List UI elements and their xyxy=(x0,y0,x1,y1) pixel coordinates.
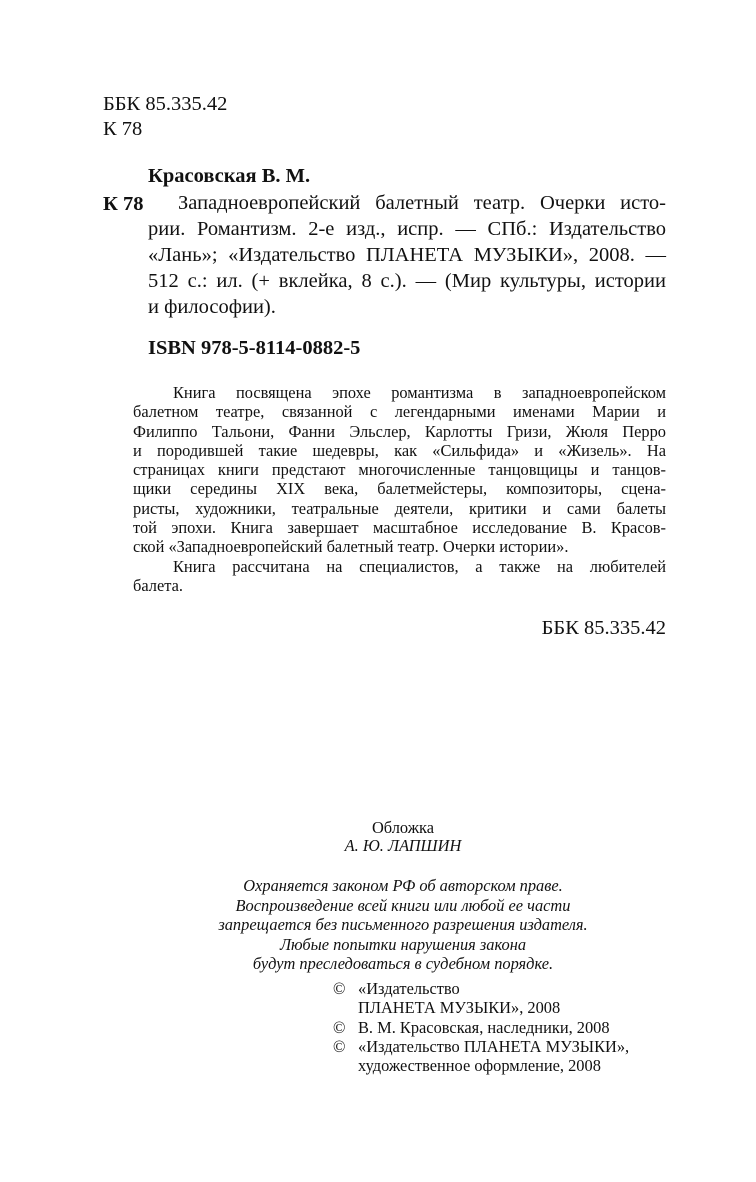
cover-designer: А. Ю. ЛАПШИН xyxy=(344,836,462,855)
annotation-line: страницах книги предстают многочисленные танцовщицы и танцов- xyxy=(133,460,666,480)
catalog-mark: К 78 xyxy=(103,193,144,215)
legal-line: Воспроизведение всей книги или любой ее части xyxy=(235,895,571,915)
legal-notice xyxy=(0,876,756,974)
legal-line: будут преследоваться в судебном порядке. xyxy=(252,954,554,973)
copyright-symbol: © xyxy=(333,1036,346,1056)
copyright-line: В. М. Красовская, наследники, 2008 xyxy=(358,1017,610,1037)
annotation-line: Филиппо Тальони, Фанни Эльслер, Карлотты Гризи, Жюля Перро xyxy=(133,421,666,441)
copyright-symbol: © xyxy=(333,979,346,998)
annotation-line: и породившей такие шедевры, как «Сильфида» и «Жизель». На xyxy=(133,440,666,460)
catalog-author: Красовская В. М. xyxy=(148,165,311,187)
annotation-line: Книга рассчитана на специалистов, а также на любителей xyxy=(173,556,666,576)
annotation-line: ристы, художники, театральные деятели, критики и сами балеты xyxy=(133,498,666,518)
copyright-line: художественное оформление, 2008 xyxy=(358,1056,601,1076)
annotation-line: ской «Западноевропейский балетный театр. Очерки истории». xyxy=(133,537,569,557)
annotation xyxy=(133,383,666,595)
annotation-line: щики середины XIX века, балетмейстеры, композиторы, сцена- xyxy=(133,479,666,499)
catalog-description xyxy=(148,190,666,320)
description-line: 512 с.: ил. (+ вклейка, 8 с.). — (Мир культуры, истории xyxy=(148,270,666,292)
annotation-line: той эпохи. Книга завершает масштабное исследование В. Красов- xyxy=(133,518,666,538)
annotation-line: Книга посвящена эпохе романтизма в западноевропейском xyxy=(173,383,666,402)
legal-line: Охраняется законом РФ об авторском праве. xyxy=(243,876,563,895)
copyright-symbol: © xyxy=(333,1017,346,1037)
annotation-line: балетном театре, связанной с легендарными именами Марии и xyxy=(133,402,666,422)
author-mark: К 78 xyxy=(103,118,143,140)
bbk-code: ББК 85.335.42 xyxy=(103,93,228,115)
annotation-line: балета. xyxy=(133,575,183,595)
header-bbk-block xyxy=(103,92,227,142)
footer-bbk-code: ББК 85.335.42 xyxy=(541,617,666,639)
description-line: «Лань»; «Издательство ПЛАНЕТА МУЗЫКИ», 2008. — xyxy=(148,244,666,266)
copyright-item xyxy=(333,979,629,1018)
description-line: и философии). xyxy=(148,296,276,318)
copyright-line: «Издательство ПЛАНЕТА МУЗЫКИ», xyxy=(358,1036,630,1056)
cover-label: Обложка xyxy=(371,818,435,837)
legal-line: запрещается без письменного разрешения издателя. xyxy=(218,915,588,934)
description-line: рии. Романтизм. 2-е изд., испр. — СПб.: Издательство xyxy=(148,218,666,240)
legal-line: Любые попытки нарушения закона xyxy=(279,934,527,954)
copyright-item xyxy=(333,1037,629,1076)
copyright-item xyxy=(333,1018,629,1037)
description-line: Западноевропейский балетный театр. Очерки исто- xyxy=(178,192,666,214)
isbn: ISBN 978-5-8114-0882-5 xyxy=(148,337,361,359)
copyright-line: ПЛАНЕТА МУЗЫКИ», 2008 xyxy=(358,998,561,1018)
copyright-block xyxy=(333,979,629,1075)
copyright-line: «Издательство xyxy=(358,979,460,998)
